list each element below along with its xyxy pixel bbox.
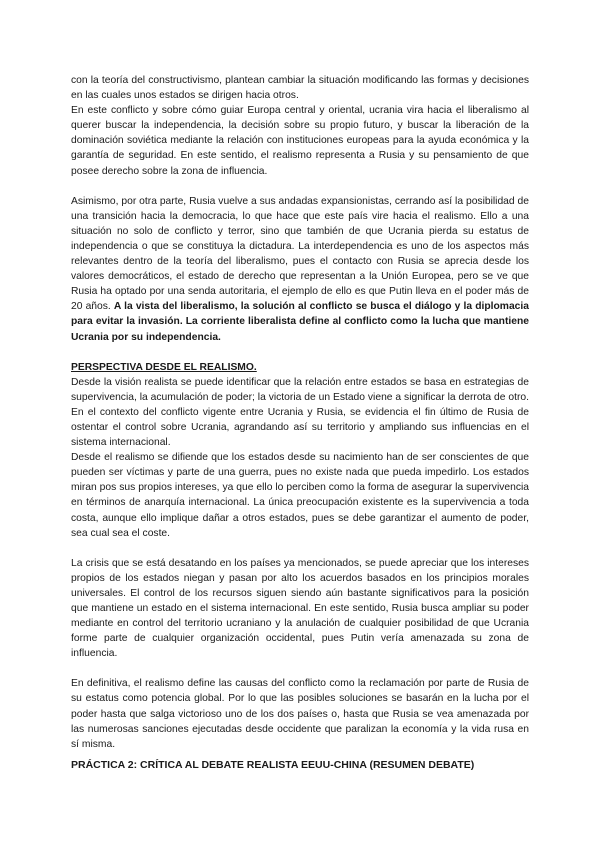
spacer: [71, 179, 529, 194]
spacer: [71, 345, 529, 360]
paragraph-rusia-expansionismo: [71, 194, 529, 345]
paragraph-crisis: La crisis que se está desatando en los países ya mencionados, se puede apreciar que los intereses propios de los estados niegan y pasan por alto los acuerdos basados en los principios morales universales. El control de los recursos siguen siendo aún bastante significativos para la posición que mantiene un estado en el sistema internacional. En este sentido, Rusia busca ampliar su poder mediante en control del territorio ucraniano y la anulación de cualquier posibilidad de que Ucrania forme parte de cualquier organización occidental, pues Putin vería amenazada su zona de influencia.: [71, 557, 529, 660]
section-heading-practica-2: PRÁCTICA 2: CRÍTICA AL DEBATE REALISTA EEUU-CHINA (RESUMEN DEBATE): [71, 758, 475, 771]
section-heading-realismo: PERSPECTIVA DESDE EL REALISMO.: [71, 361, 257, 373]
paragraph-text: Asimismo, por otra parte, Rusia vuelve a sus andadas expansionistas, cerrando así la posibilidad de una transición hacia la democracia, lo que hace que este país vire hacia el realismo. Ello a una situación no solo de conflicto y terror, sino que también de que Ucrania pierda su estatus de independencia o que se constituya la dictadura. La interdependencia es uno de los aspectos más relevantes dentro de la teoría del liberalismo, pues el contacto con Rusia se aprecia desde los valores democráticos, el estado de derecho que representan a la Unión Europea, pero se ve que Rusia ha optado por una senda autoritaria, el ejemplo de ello es que Putin lleva en el poder más de 20 años.: [71, 195, 529, 313]
spacer: [71, 541, 529, 556]
paragraph-supervivencia: Desde el realismo se difiende que los estados desde su nacimiento han de ser conscientes de que pueden ser víctimas y parte de una guerra, pues no existe nada que pueda impedirlo. Los estados miran pos sus propios intereses, ya que ello lo perciben como la forma de asegurar la supervivencia en términos de anarquía internacional. La única preocupación existente es la supervivencia a toda costa, aunque ello implique dañar a otros estados, pues se debe garantizar el aumento de poder, sea cual sea el coste.: [71, 452, 529, 539]
spacer: [71, 661, 529, 676]
paragraph-constructivismo: con la teoría del constructivismo, plantean cambiar la situación modificando las formas y decisiones en las cuales unos estados se dirigen hacia otros.: [71, 75, 529, 102]
paragraph-conclusion: En definitiva, el realismo define las causas del conflicto como la reclamación por parte de Rusia de su estatus como potencia global. Por lo que las posibles soluciones se basarán en la lucha por el poder hasta que salga victorioso uno de los dos países o, hasta que Rusia se vea amenazada por las numerosas sanciones ejecutadas desde occidente que paralizan la economía y la vida rusa en sí misma.: [71, 678, 529, 750]
paragraph-vision-realista: Desde la visión realista se puede identificar que la relación entre estados se basa en estrategias de supervivencia, la acumulación de poder; la victoria de un Estado viene a significar la derrota de otro. En el contexto del conflicto vigente entre Ucrania y Rusia, se evidencia el fin último de Rusia de ostentar el control sobre Ucrania, agrandando así su territorio y ampliando sus influencias en el sistema internacional.: [71, 376, 529, 449]
bold-liberalismo-conclusion: A la vista del liberalismo, la solución al conflicto se busca el diálogo y la diplomacia para evitar la invasión. La corriente liberalista define al conflicto como la lucha que mantiene Ucrania por su independencia.: [71, 301, 529, 343]
paragraph-ucrania-liberalismo: En este conflicto y sobre cómo guiar Europa central y oriental, ucrania vira hacia el liberalismo al querer buscar la independencia, la decisión sobre su propio futuro, y buscar la liberación de la dominación soviética mediante la relación con instituciones europeas para la ayuda económica y la garantía de seguridad. En este sentido, el realismo representa a Rusia y su pensamiento de que posee derecho sobre la zona de influencia.: [71, 105, 529, 177]
